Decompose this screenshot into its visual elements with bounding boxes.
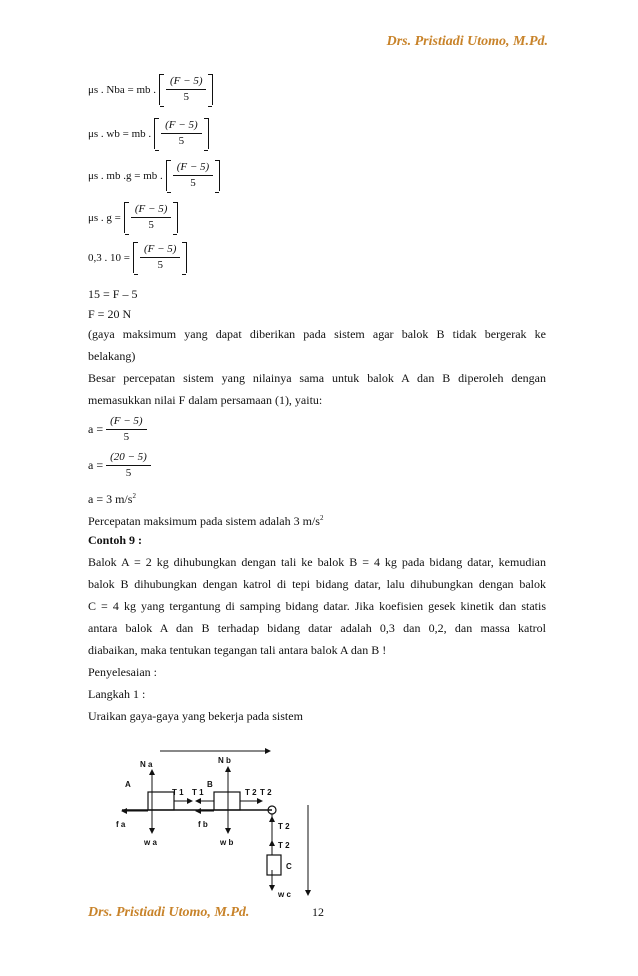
weight-b-label: w b bbox=[220, 838, 234, 847]
fraction-numerator: (F − 5) bbox=[166, 74, 206, 90]
fraction-denominator: 5 bbox=[148, 219, 154, 231]
text-line: belakang) bbox=[88, 349, 136, 363]
force-diagram bbox=[110, 745, 330, 905]
max-acceleration-text: Percepatan maksimum pada sistem adalah 3 $m/s^2$ bbox=[88, 514, 324, 528]
text-line: Besar percepatan sistem yang nilainya sama untuk balok A dan B diperoleh dengan bbox=[88, 371, 546, 385]
acceleration-equation-2 bbox=[88, 450, 151, 481]
block-b-label: B bbox=[207, 780, 213, 789]
fraction-numerator: (F − 5) bbox=[106, 414, 146, 430]
equation-lhs: μs . g = bbox=[88, 211, 121, 224]
solution-label: Penyelesaian : bbox=[88, 665, 157, 679]
fraction-numerator: (F − 5) bbox=[173, 160, 213, 176]
normal-force-a-label: N a bbox=[140, 760, 153, 769]
fraction-denominator: 5 bbox=[123, 431, 130, 443]
header-author: Drs. Pristiadi Utomo, M.Pd. bbox=[386, 34, 548, 49]
block-c-label: C bbox=[286, 862, 292, 871]
equation-lhs: μs . Nba = mb . bbox=[88, 83, 157, 96]
fraction-denominator: 5 bbox=[157, 259, 163, 271]
equation-5 bbox=[88, 242, 187, 273]
tension-1-b-label: T 1 bbox=[192, 788, 204, 797]
acceleration-result: a = 3 $m/s^2$ bbox=[88, 492, 136, 506]
step-label: Langkah 1 : bbox=[88, 687, 146, 701]
tension-2-pulley-label: T 2 bbox=[260, 788, 272, 797]
problem-line: antara balok A dan B terhadap bidang datar adalah 0,3 dan 0,2, dan massa katrol bbox=[88, 621, 546, 635]
footer-author: Drs. Pristiadi Utomo, M.Pd. bbox=[88, 905, 250, 920]
fraction-numerator: (20 − 5) bbox=[106, 450, 151, 466]
step-description: Uraikan gaya-gaya yang bekerja pada sistem bbox=[88, 709, 303, 723]
text-line: 15 = F – 5 bbox=[88, 287, 138, 301]
fraction-denominator: 5 bbox=[190, 177, 196, 189]
tension-1-a-label: T 1 bbox=[172, 788, 184, 797]
text-line: F = 20 N bbox=[88, 307, 132, 321]
equation-2 bbox=[88, 118, 209, 149]
fraction-denominator: 5 bbox=[125, 467, 132, 479]
problem-line: balok B dihubungkan dengan katrol di tepi bidang datar, lalu dihubungkan dengan balok bbox=[88, 577, 546, 591]
equation-lhs: a = bbox=[88, 458, 104, 472]
text-line: memasukkan nilai F dalam persamaan (1), yaitu: bbox=[88, 393, 323, 407]
fraction-numerator: (F − 5) bbox=[131, 202, 171, 218]
bracket bbox=[166, 160, 220, 191]
weight-c-label: w c bbox=[278, 890, 291, 899]
block-a-label: A bbox=[125, 780, 131, 789]
friction-b-label: f b bbox=[198, 820, 208, 829]
equation-lhs: μs . mb .g = mb . bbox=[88, 169, 163, 182]
problem-line: C = 4 kg yang tergantung di samping bidang datar. Jika koefisien gesek kinetik dan statis bbox=[88, 599, 546, 613]
equation-1 bbox=[88, 74, 213, 105]
equation-lhs: μs . wb = mb . bbox=[88, 127, 152, 140]
page-number: 12 bbox=[312, 905, 324, 919]
problem-line: diabaikan, maka tentukan tegangan tali antara balok A dan B ! bbox=[88, 643, 387, 657]
equation-4 bbox=[88, 202, 178, 233]
friction-a-label: f a bbox=[116, 820, 126, 829]
equation-3 bbox=[88, 160, 220, 191]
bracket bbox=[159, 74, 213, 105]
example-title: Contoh 9 : bbox=[88, 533, 143, 547]
tension-2-vertical-label: T 2 bbox=[278, 822, 290, 831]
fraction-denominator: 5 bbox=[178, 135, 185, 147]
weight-a-label: w a bbox=[144, 838, 157, 847]
equation-lhs: a = bbox=[88, 422, 104, 436]
fraction-denominator: 5 bbox=[183, 91, 189, 103]
fraction-numerator: (F − 5) bbox=[140, 242, 180, 258]
problem-line: Balok A = 2 kg dihubungkan dengan tali ke balok B = 4 kg pada bidang datar, kemudian bbox=[88, 555, 546, 569]
bracket bbox=[154, 118, 208, 149]
equation-lhs: 0,3 . 10 = bbox=[88, 251, 130, 264]
bracket bbox=[133, 242, 187, 273]
block-c bbox=[267, 855, 281, 875]
acceleration-equation-1 bbox=[88, 414, 147, 445]
text-line: (gaya maksimum yang dapat diberikan pada sistem agar balok B tidak bergerak ke bbox=[88, 327, 546, 341]
fraction-numerator: (F − 5) bbox=[161, 118, 201, 134]
block-b bbox=[214, 792, 240, 810]
normal-force-b-label: N b bbox=[218, 756, 231, 765]
bracket bbox=[124, 202, 178, 233]
tension-2-b-label: T 2 bbox=[245, 788, 257, 797]
tension-2-c-label: T 2 bbox=[278, 841, 290, 850]
